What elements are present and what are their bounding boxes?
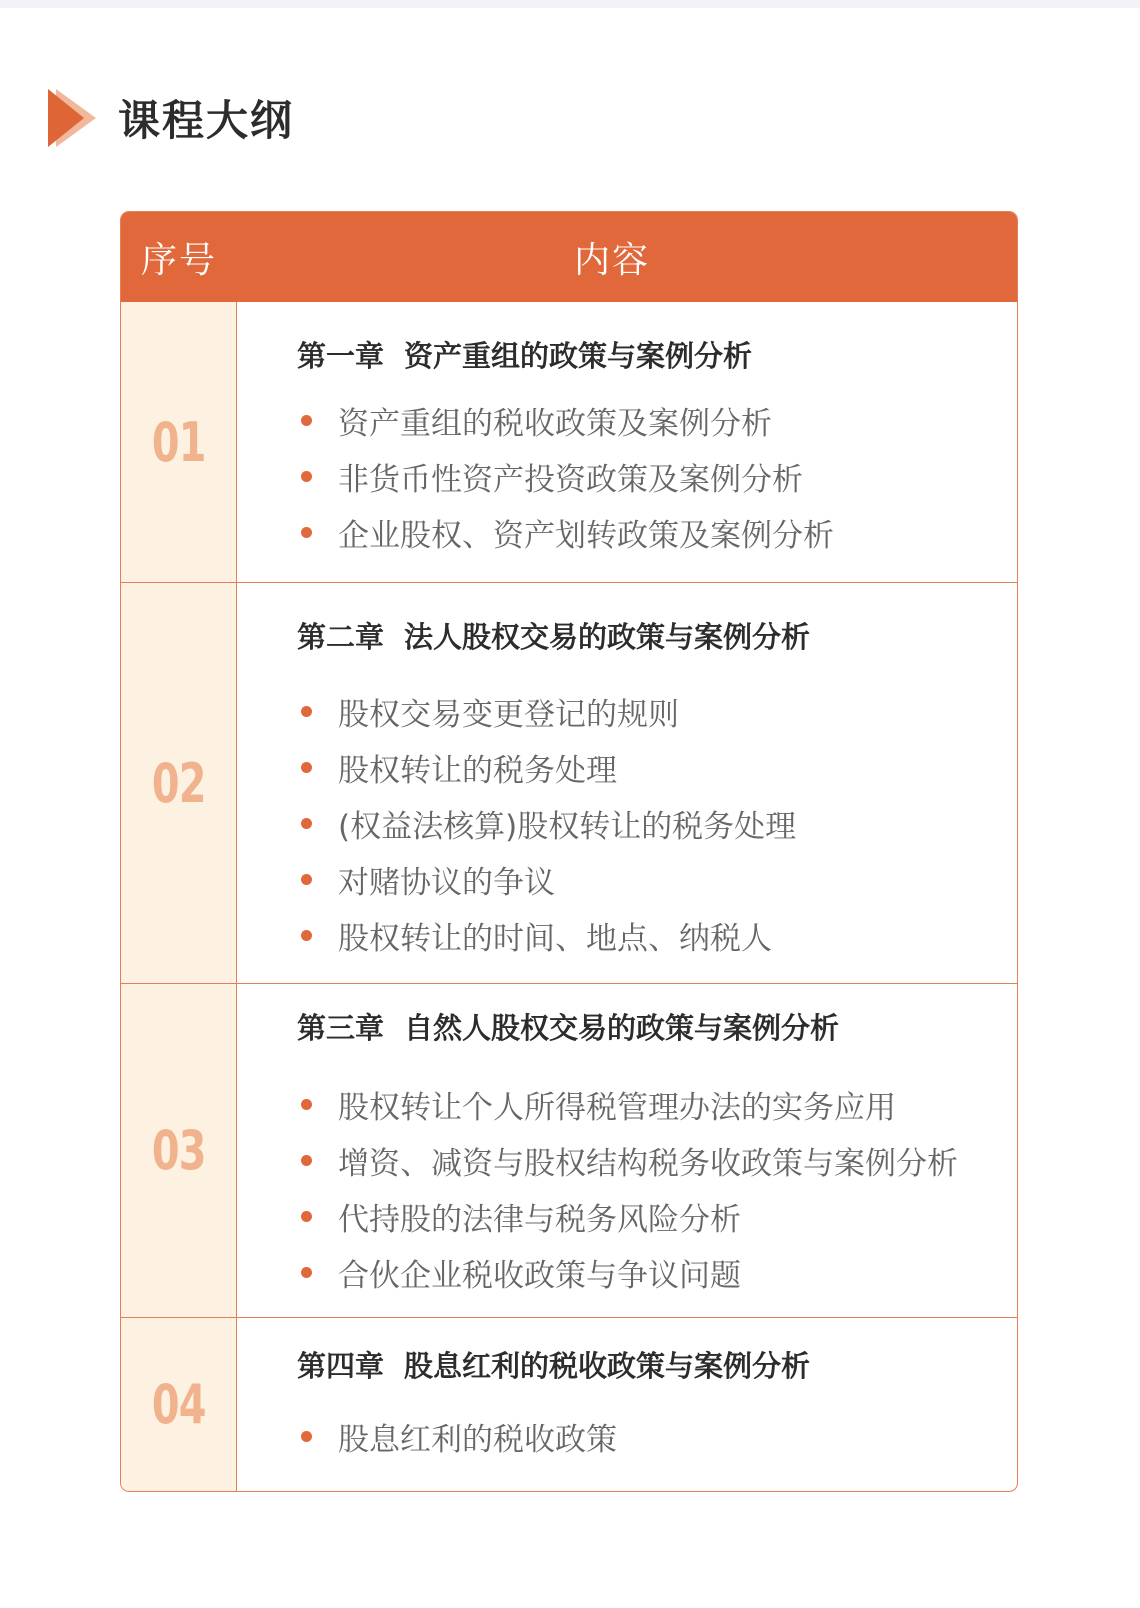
chapter-label: 第四章 (297, 1349, 385, 1383)
row-number: 03 (151, 1119, 206, 1182)
item-text: 资产重组的税收政策及案例分析 (338, 405, 772, 442)
list-item (297, 851, 1017, 907)
item-text: 股权交易变更登记的规则 (338, 696, 679, 733)
item-text: 股权转让的时间、地点、纳税人 (338, 920, 772, 957)
list-item (297, 1408, 1017, 1464)
table-header (121, 212, 1017, 302)
chapter-items (297, 392, 1017, 560)
bullet-icon (301, 527, 312, 538)
item-text: 企业股权、资产划转政策及案例分析 (338, 517, 834, 554)
table-row (121, 302, 1017, 582)
row-number: 01 (151, 410, 206, 474)
list-item (297, 907, 1017, 963)
chapter-items (297, 683, 1017, 963)
row-number-cell (121, 1318, 237, 1491)
chapter-name: 股息红利的税收政策与案例分析 (404, 1349, 811, 1383)
bullet-icon (301, 1099, 312, 1110)
list-item (297, 1132, 1017, 1188)
item-text: 代持股的法律与税务风险分析 (338, 1201, 741, 1238)
header-content: 内容 (573, 239, 650, 281)
row-content-cell (237, 984, 1017, 1317)
item-text: 增资、减资与股权结构税务收政策与案例分析 (338, 1145, 958, 1182)
bullet-icon (301, 1267, 312, 1278)
bullet-icon (301, 1155, 312, 1166)
bullet-icon (301, 1431, 312, 1442)
header-num: 序号 (140, 239, 217, 281)
table-row (121, 1317, 1017, 1491)
play-arrow-icon (48, 89, 98, 147)
bullet-icon (301, 762, 312, 773)
chapter-label: 第三章 (297, 1011, 385, 1045)
list-item (297, 1076, 1017, 1132)
list-item (297, 739, 1017, 795)
chapter-label: 第一章 (297, 339, 385, 373)
course-outline-table (120, 211, 1018, 1492)
bullet-icon (301, 818, 312, 829)
list-item (297, 1188, 1017, 1244)
list-item (297, 392, 1017, 448)
bullet-icon (301, 1211, 312, 1222)
row-content-cell (237, 583, 1017, 983)
chapter-label: 第二章 (297, 620, 385, 654)
chapter-name: 自然人股权交易的政策与案例分析 (404, 1011, 840, 1045)
list-item (297, 683, 1017, 739)
bullet-icon (301, 706, 312, 717)
chapter-title (297, 336, 1017, 376)
row-content-cell (237, 1318, 1017, 1491)
list-item (297, 504, 1017, 560)
list-item (297, 448, 1017, 504)
row-content-cell (237, 302, 1017, 582)
chapter-items (297, 1408, 1017, 1464)
list-item (297, 1244, 1017, 1300)
bullet-icon (301, 874, 312, 885)
bullet-icon (301, 471, 312, 482)
top-strip (0, 0, 1140, 8)
item-text: 对赌协议的争议 (338, 864, 555, 901)
row-number-cell (121, 984, 237, 1317)
section-header (48, 88, 294, 148)
section-title: 课程大纲 (118, 96, 295, 145)
item-text: (权益法核算)股权转让的税务处理 (338, 808, 797, 845)
chapter-name: 资产重组的政策与案例分析 (404, 339, 753, 373)
arrow-front (48, 89, 84, 147)
bullet-icon (301, 415, 312, 426)
chapter-items (297, 1076, 1017, 1300)
item-text: 股权转让的税务处理 (338, 752, 617, 789)
bullet-icon (301, 930, 312, 941)
chapter-title (297, 617, 1017, 657)
chapter-title (297, 1346, 1017, 1386)
chapter-title (297, 1008, 1017, 1048)
item-text: 股息红利的税收政策 (338, 1421, 617, 1458)
row-number: 04 (151, 1373, 206, 1436)
list-item (297, 795, 1017, 851)
item-text: 合伙企业税收政策与争议问题 (338, 1257, 741, 1294)
item-text: 股权转让个人所得税管理办法的实务应用 (338, 1089, 896, 1126)
item-text: 非货币性资产投资政策及案例分析 (338, 461, 803, 498)
table-row (121, 582, 1017, 983)
chapter-name: 法人股权交易的政策与案例分析 (404, 620, 811, 654)
row-number-cell (121, 583, 237, 983)
row-number: 02 (151, 751, 206, 815)
table-row (121, 983, 1017, 1317)
row-number-cell (121, 302, 237, 582)
